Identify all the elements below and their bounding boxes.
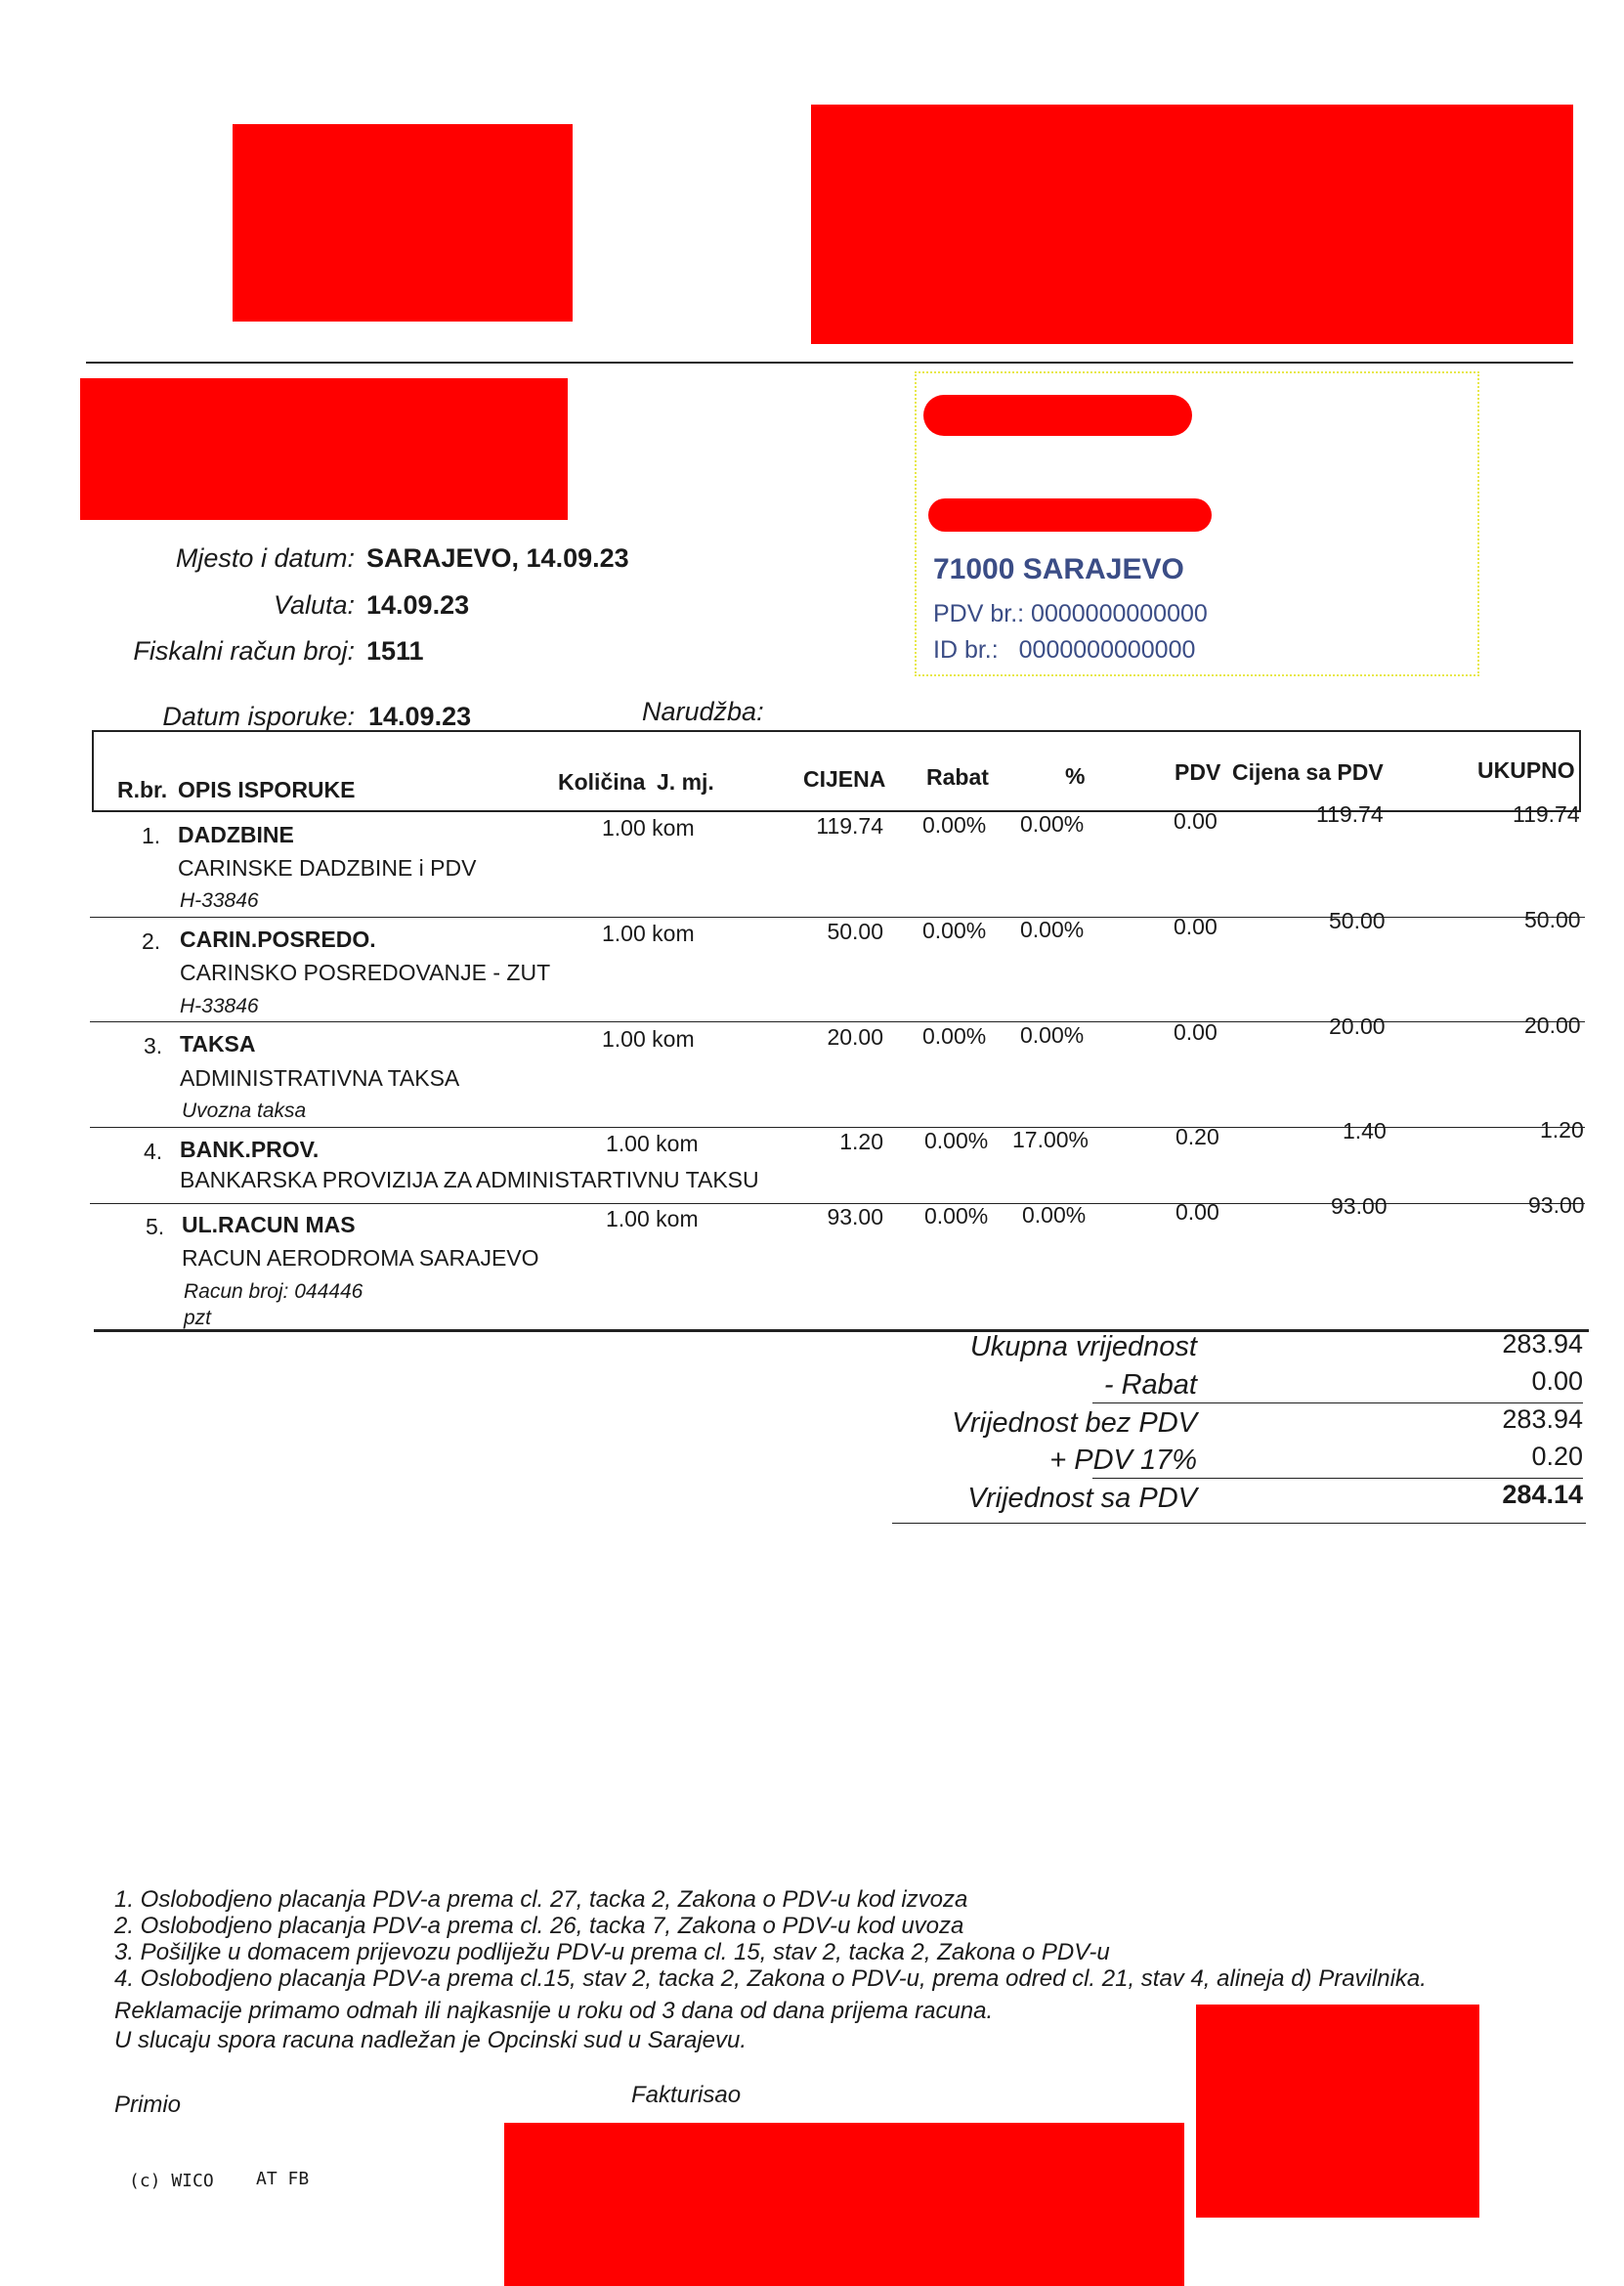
totals-divider-1 bbox=[1092, 1402, 1583, 1403]
th-unit: J. mj. bbox=[657, 769, 714, 795]
note-3: 3. Pošiljke u domacem prijevozu podliježu PDV-u prema cl. 15, stav 2, tacka 2, Zakona o PDV-u bbox=[114, 1939, 1110, 1965]
row2-pct: 0.00% bbox=[1020, 917, 1085, 942]
row4-line2: BANKARSKA PROVIZIJA ZA ADMINISTARTIVNU TAKSU bbox=[180, 1167, 759, 1192]
th-qty: Količina bbox=[558, 769, 646, 795]
th-pct: % bbox=[1065, 763, 1086, 789]
redacted-stamp bbox=[1196, 2005, 1479, 2218]
initials-text: AT FB bbox=[256, 2169, 310, 2189]
row3-price: 20.00 bbox=[827, 1024, 883, 1050]
row1-pct: 0.00% bbox=[1020, 811, 1085, 837]
row1-no: 1. bbox=[142, 823, 161, 848]
note-5: Reklamacije primamo odmah ili najkasnije u roku od 3 dana od dana prijema racuna. bbox=[114, 1998, 994, 2024]
row1-discount: 0.00% bbox=[922, 812, 987, 838]
gross-value: 284.14 bbox=[1502, 1480, 1583, 1509]
invoiced-label: Fakturisao bbox=[631, 2082, 742, 2108]
row5-price-vat: 93.00 bbox=[1331, 1193, 1388, 1219]
note-4: 4. Oslobodjeno placanja PDV-a prema cl.15, stav 2, tacka 2, Zakona o PDV-u, prema odred cl. 21, stav 4, alineja d) Pravilnika. bbox=[114, 1965, 1427, 1992]
place-date-label: Mjesto i datum: bbox=[175, 543, 355, 573]
row2-price-vat: 50.00 bbox=[1329, 908, 1386, 933]
row2-code: CARIN.POSREDO. bbox=[180, 927, 376, 952]
row1-line2: CARINSKE DADZBINE i PDV bbox=[178, 855, 477, 881]
row3-no: 3. bbox=[144, 1033, 163, 1058]
discount-label: - Rabat bbox=[1103, 1369, 1197, 1401]
row3-discount: 0.00% bbox=[922, 1023, 987, 1049]
recipient-vat-label: PDV br.: bbox=[933, 600, 1025, 627]
recipient-city: 71000 SARAJEVO bbox=[933, 553, 1184, 585]
row3-line2: ADMINISTRATIVNA TAKSA bbox=[180, 1065, 460, 1091]
row4-no: 4. bbox=[144, 1139, 163, 1164]
currency-label: Valuta: bbox=[273, 590, 355, 620]
row5-qty: 1.00 kom bbox=[606, 1206, 699, 1231]
net-value: 283.94 bbox=[1502, 1404, 1583, 1434]
row5-total: 93.00 bbox=[1528, 1192, 1585, 1218]
totals-bottom-rule bbox=[892, 1523, 1586, 1524]
received-label: Primio bbox=[114, 2092, 182, 2118]
row1-total: 119.74 bbox=[1513, 801, 1580, 827]
row2-vat: 0.00 bbox=[1174, 914, 1218, 939]
row1-line3: H-33846 bbox=[180, 889, 259, 912]
row2-total: 50.00 bbox=[1524, 907, 1581, 932]
row3-price-vat: 20.00 bbox=[1329, 1014, 1386, 1039]
recipient-vat-value: 0000000000000 bbox=[1031, 600, 1208, 627]
order-label: Narudžba: bbox=[642, 697, 764, 726]
row1-price: 119.74 bbox=[816, 813, 883, 839]
row3-total: 20.00 bbox=[1524, 1013, 1581, 1038]
row5-code: UL.RACUN MAS bbox=[182, 1212, 356, 1237]
th-vat: PDV bbox=[1175, 759, 1221, 785]
th-desc: OPIS ISPORUKE bbox=[178, 777, 356, 802]
vat-value: 0.20 bbox=[1531, 1442, 1583, 1471]
row4-price: 1.20 bbox=[839, 1129, 883, 1154]
recipient-id-value: 0000000000000 bbox=[1018, 636, 1196, 664]
currency-value: 14.09.23 bbox=[366, 590, 470, 620]
recipient-box bbox=[915, 371, 1479, 676]
redacted-company-info bbox=[811, 105, 1573, 344]
row4-discount: 0.00% bbox=[924, 1128, 989, 1153]
row2-line3: H-33846 bbox=[180, 995, 259, 1017]
delivery-label: Datum isporuke: bbox=[162, 702, 355, 731]
row5-no: 5. bbox=[146, 1214, 165, 1239]
net-label: Vrijednost bez PDV bbox=[952, 1407, 1197, 1439]
row2-no: 2. bbox=[142, 928, 161, 954]
row3-line3: Uvozna taksa bbox=[182, 1100, 307, 1122]
row4-qty: 1.00 kom bbox=[606, 1131, 699, 1156]
note-2: 2. Oslobodjeno placanja PDV-a prema cl. 26, tacka 7, Zakona o PDV-u kod uvoza bbox=[114, 1913, 964, 1939]
row2-qty: 1.00 kom bbox=[602, 921, 695, 946]
fiscal-label: Fiskalni račun broj: bbox=[133, 636, 355, 666]
place-date-value: SARAJEVO, 14.09.23 bbox=[366, 543, 629, 573]
row4-pct: 17.00% bbox=[1012, 1127, 1090, 1152]
row4-code: BANK.PROV. bbox=[180, 1137, 320, 1162]
row5-line2: RACUN AERODROMA SARAJEVO bbox=[182, 1245, 539, 1271]
th-price-vat: Cijena sa PDV bbox=[1232, 759, 1384, 785]
row5-vat: 0.00 bbox=[1175, 1199, 1219, 1225]
copyright-text: (c) WICO bbox=[129, 2171, 214, 2191]
row2-price: 50.00 bbox=[827, 919, 883, 944]
row4-total: 1.20 bbox=[1540, 1117, 1584, 1143]
note-6: U slucaju spora racuna nadležan je Opcinski sud u Sarajevu. bbox=[114, 2027, 748, 2053]
row4-price-vat: 1.40 bbox=[1343, 1118, 1387, 1143]
row1-price-vat: 119.74 bbox=[1316, 801, 1384, 827]
row1-vat: 0.00 bbox=[1174, 808, 1218, 834]
vat-label: + PDV 17% bbox=[1049, 1445, 1197, 1476]
row1-code: DADZBINE bbox=[178, 822, 294, 847]
total-value: 283.94 bbox=[1502, 1329, 1583, 1359]
gross-label: Vrijednost sa PDV bbox=[967, 1483, 1197, 1514]
total-label: Ukupna vrijednost bbox=[969, 1331, 1197, 1362]
row3-pct: 0.00% bbox=[1020, 1022, 1085, 1048]
row5-line4: pzt bbox=[184, 1307, 212, 1329]
row1-qty: 1.00 kom bbox=[602, 815, 695, 841]
th-discount: Rabat bbox=[926, 764, 989, 790]
row2-line2: CARINSKO POSREDOVANJE - ZUT bbox=[180, 960, 551, 985]
th-price: CIJENA bbox=[803, 766, 886, 792]
row5-pct: 0.00% bbox=[1022, 1202, 1087, 1228]
row3-vat: 0.00 bbox=[1174, 1019, 1218, 1045]
redacted-logo bbox=[233, 124, 573, 322]
recipient-id-label: ID br.: bbox=[933, 636, 999, 664]
discount-value: 0.00 bbox=[1531, 1366, 1583, 1396]
row3-qty: 1.00 kom bbox=[602, 1026, 695, 1052]
row3-code: TAKSA bbox=[180, 1031, 256, 1057]
redacted-issuer-address bbox=[80, 378, 568, 520]
th-rbr: R.br. bbox=[117, 777, 168, 802]
row5-line3: Racun broj: 044446 bbox=[184, 1280, 363, 1303]
row4-vat: 0.20 bbox=[1175, 1124, 1219, 1149]
row5-discount: 0.00% bbox=[924, 1203, 989, 1229]
note-1: 1. Oslobodjeno placanja PDV-a prema cl. 27, tacka 2, Zakona o PDV-u kod izvoza bbox=[114, 1886, 968, 1913]
redacted-signature bbox=[504, 2123, 1184, 2286]
delivery-value: 14.09.23 bbox=[368, 702, 472, 731]
top-divider bbox=[86, 362, 1573, 364]
row2-discount: 0.00% bbox=[922, 918, 987, 943]
row5-price: 93.00 bbox=[827, 1204, 883, 1229]
th-total: UKUPNO bbox=[1477, 757, 1575, 783]
fiscal-value: 1511 bbox=[366, 636, 424, 666]
totals-divider-2 bbox=[1092, 1478, 1583, 1479]
recipient-vat bbox=[933, 600, 1208, 628]
recipient-id bbox=[933, 636, 1195, 665]
